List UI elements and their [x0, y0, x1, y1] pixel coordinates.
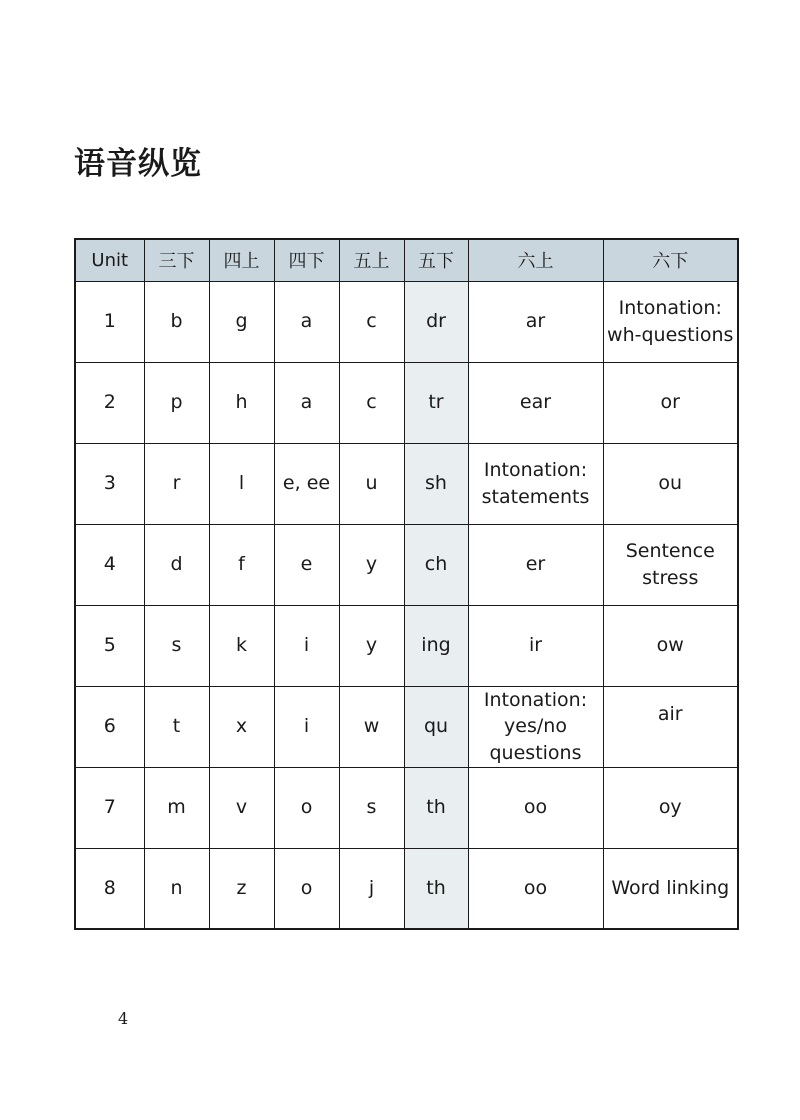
table-row [75, 767, 738, 848]
table-cell: n [144, 848, 209, 929]
header-row [75, 239, 738, 281]
unit-cell: 5 [75, 605, 144, 686]
table-cell: ch [404, 524, 468, 605]
table-cell: c [339, 281, 404, 362]
table-cell: m [144, 767, 209, 848]
table-row [75, 605, 738, 686]
table-cell: h [209, 362, 274, 443]
unit-cell: 4 [75, 524, 144, 605]
table-cell: r [144, 443, 209, 524]
table-row [75, 443, 738, 524]
table-cell: j [339, 848, 404, 929]
table-cell: t [144, 686, 209, 767]
table-cell: d [144, 524, 209, 605]
table-cell: s [339, 767, 404, 848]
table-cell: i [274, 686, 339, 767]
header-grade-5a: 五上 [339, 239, 404, 281]
table-cell: Word linking [603, 848, 738, 929]
table-cell: ou [603, 443, 738, 524]
table-cell: oy [603, 767, 738, 848]
table-cell: u [339, 443, 404, 524]
unit-cell: 1 [75, 281, 144, 362]
table-cell: w [339, 686, 404, 767]
table-cell: z [209, 848, 274, 929]
header-unit: Unit [75, 239, 144, 281]
unit-cell: 3 [75, 443, 144, 524]
table-cell: k [209, 605, 274, 686]
table-cell: x [209, 686, 274, 767]
unit-cell: 6 [75, 686, 144, 767]
table-cell: s [144, 605, 209, 686]
table-cell: ing [404, 605, 468, 686]
header-grade-5b: 五下 [404, 239, 468, 281]
table-row [75, 848, 738, 929]
table-cell: sh [404, 443, 468, 524]
header-grade-4a: 四上 [209, 239, 274, 281]
unit-cell: 7 [75, 767, 144, 848]
table-cell: ear [468, 362, 603, 443]
table-cell: dr [404, 281, 468, 362]
table-cell: i [274, 605, 339, 686]
table-cell: g [209, 281, 274, 362]
table-cell: a [274, 281, 339, 362]
table-cell: Intonation: statements [468, 443, 603, 524]
table-row [75, 686, 738, 767]
header-grade-6b: 六下 [603, 239, 738, 281]
table-cell: e [274, 524, 339, 605]
table-cell: ar [468, 281, 603, 362]
header-grade-3b: 三下 [144, 239, 209, 281]
table-cell: l [209, 443, 274, 524]
table-cell: th [404, 767, 468, 848]
table-cell: f [209, 524, 274, 605]
table-cell: air [603, 686, 738, 767]
table-row [75, 362, 738, 443]
table-cell: a [274, 362, 339, 443]
table-row [75, 524, 738, 605]
table-cell: Sentence stress [603, 524, 738, 605]
page-title: 语音纵览 [74, 146, 202, 182]
table-cell: tr [404, 362, 468, 443]
table-cell: oo [468, 767, 603, 848]
table-cell: y [339, 524, 404, 605]
table-cell: p [144, 362, 209, 443]
table-cell: o [274, 848, 339, 929]
table-cell: e, ee [274, 443, 339, 524]
header-grade-6a: 六上 [468, 239, 603, 281]
unit-cell: 2 [75, 362, 144, 443]
header-grade-4b: 四下 [274, 239, 339, 281]
unit-cell: 8 [75, 848, 144, 929]
table-cell: ow [603, 605, 738, 686]
table-cell: Intonation: wh-questions [603, 281, 738, 362]
table-cell: er [468, 524, 603, 605]
table-cell: oo [468, 848, 603, 929]
table-cell: th [404, 848, 468, 929]
table-cell: c [339, 362, 404, 443]
table-cell: o [274, 767, 339, 848]
table-cell: or [603, 362, 738, 443]
table-cell: ir [468, 605, 603, 686]
table-cell: Intonation: yes/no questions [468, 686, 603, 767]
table-cell: v [209, 767, 274, 848]
table-cell: y [339, 605, 404, 686]
page-number: 4 [118, 1009, 129, 1028]
table-cell: b [144, 281, 209, 362]
table-cell: qu [404, 686, 468, 767]
phonics-overview-table [74, 238, 739, 930]
table-row [75, 281, 738, 362]
